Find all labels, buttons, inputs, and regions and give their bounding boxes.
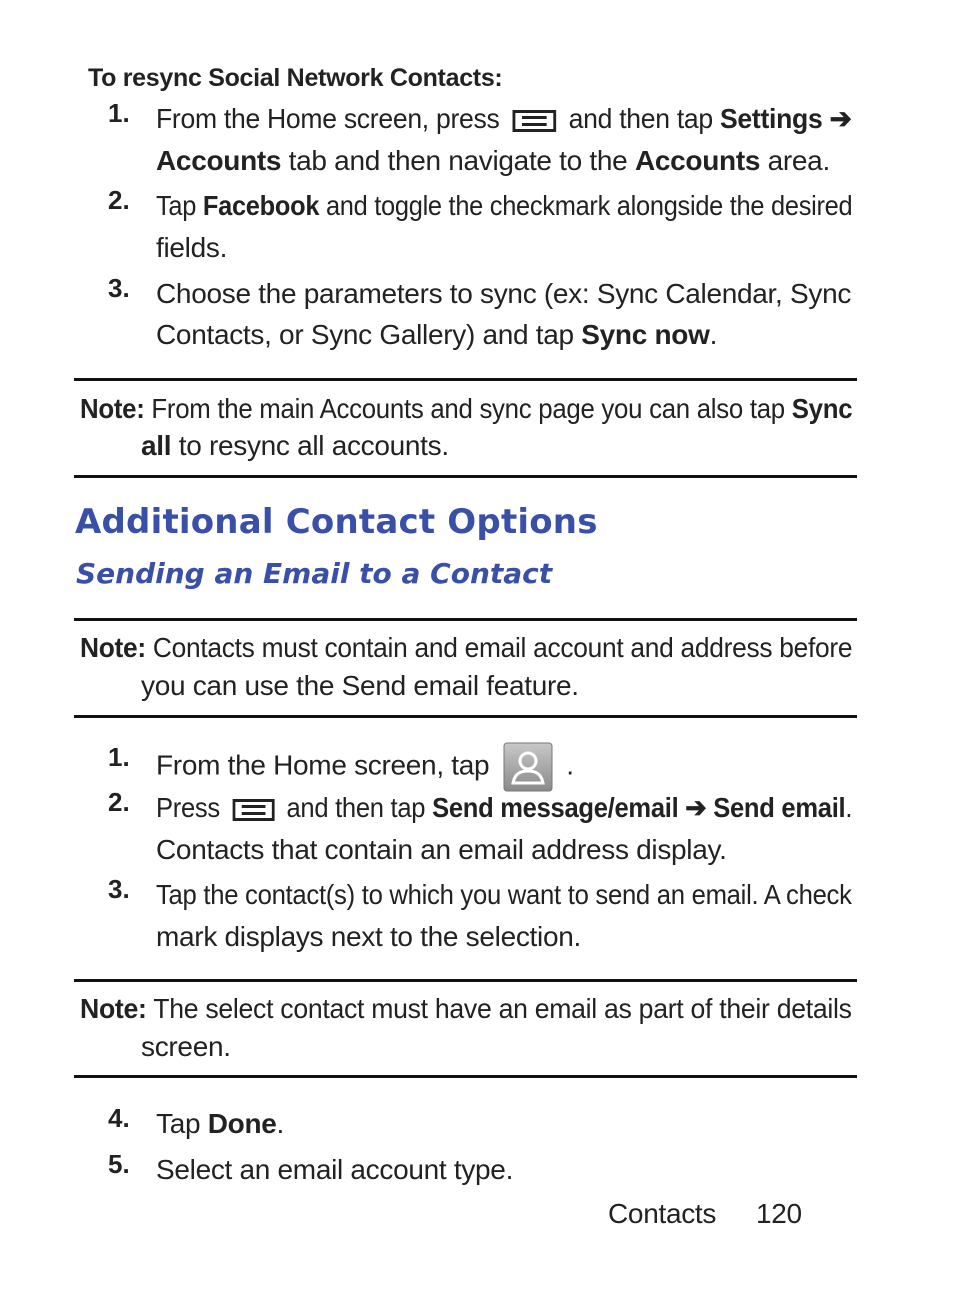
step-line: [156, 185, 852, 227]
note-text: to resync all accounts.: [178, 430, 449, 461]
note-label: Note:: [80, 393, 145, 424]
step-text: Tap: [156, 190, 197, 221]
step-number: 3.: [108, 273, 130, 303]
step-line: [156, 787, 852, 829]
step-text: .: [566, 749, 574, 781]
note-divider: [74, 979, 857, 982]
step-line: [156, 1103, 284, 1145]
sync-label: Sync: [791, 393, 853, 424]
note-label: Note:: [80, 632, 146, 663]
step-line: [156, 140, 830, 182]
step-text: Tap the contact(s) to which you want to send an email. A check: [156, 879, 852, 910]
note-divider: [74, 1075, 857, 1078]
menu-key-icon: [512, 110, 556, 132]
all-label: all: [141, 430, 172, 461]
note-text: Contacts must contain and email account and address before: [152, 632, 853, 663]
step-text: tab and then navigate to the: [288, 145, 628, 176]
note-line: [80, 988, 852, 1030]
step-number: 5.: [108, 1149, 130, 1179]
section-title: Additional Contact Options: [75, 502, 598, 542]
step-text: From the Home screen, tap: [156, 749, 490, 781]
send-email-label: Send email: [713, 792, 846, 823]
resync-heading: To resync Social Network Contacts:: [88, 64, 503, 92]
step-line: [156, 98, 852, 140]
send-message-label: Send message/email: [432, 792, 679, 823]
step-text: Choose the parameters to sync (ex: Sync Calendar, Sync: [156, 278, 852, 309]
step-text: area.: [767, 145, 830, 176]
step-text: .: [845, 792, 853, 823]
step-number: 4.: [108, 1103, 130, 1133]
step-number: 1.: [108, 742, 130, 772]
accounts-label: Accounts: [156, 145, 282, 176]
step-text: fields.: [156, 232, 228, 263]
arrow-icon: ➔: [685, 792, 707, 823]
note-line: [141, 425, 449, 467]
settings-label: Settings: [720, 103, 823, 134]
done-label: Done: [207, 1108, 277, 1139]
step-number: 2.: [108, 185, 130, 215]
page-number: 120: [756, 1198, 802, 1229]
step-number: 1.: [108, 98, 130, 128]
note-divider: [74, 475, 857, 478]
step-line: [156, 742, 574, 792]
step-text: Contacts, or Sync Gallery) and tap: [156, 319, 574, 350]
note-text: The select contact must have an email as part of their details: [153, 993, 852, 1024]
facebook-label: Facebook: [202, 190, 320, 221]
step-line: [156, 314, 717, 356]
sync-now-label: Sync now: [581, 319, 710, 350]
note-text: From the main Accounts and sync page you can also tap: [151, 393, 785, 424]
step-text: Tap: [156, 1108, 201, 1139]
note-divider: [74, 618, 857, 621]
note-line: [80, 388, 852, 430]
subsection-title: Sending an Email to a Contact: [76, 557, 553, 590]
step-text: Contacts that contain an email address display.: [156, 834, 727, 865]
footer-section: Contacts: [608, 1198, 717, 1229]
step-text: Press: [156, 792, 220, 823]
note-text: screen.: [141, 1031, 231, 1062]
accounts-label: Accounts: [634, 145, 761, 176]
menu-key-icon: [232, 799, 274, 821]
step-number: 3.: [108, 874, 130, 904]
step-text: and toggle the checkmark alongside the desired: [325, 190, 853, 221]
step-text: and then tap: [568, 103, 713, 134]
step-text: and then tap: [286, 792, 426, 823]
step-text: mark displays next to the selection.: [156, 921, 581, 952]
contacts-app-icon: [503, 742, 553, 792]
note-label: Note:: [80, 993, 147, 1024]
note-line: [80, 627, 852, 669]
arrow-icon: ➔: [829, 103, 852, 134]
step-text: From the Home screen, press: [156, 103, 500, 134]
note-divider: [74, 378, 857, 381]
note-text: you can use the Send email feature.: [141, 670, 579, 701]
step-text: .: [276, 1108, 285, 1139]
step-number: 2.: [108, 787, 130, 817]
note-divider: [74, 715, 857, 718]
step-text: .: [709, 319, 718, 350]
step-text: Select an email account type.: [156, 1154, 514, 1185]
